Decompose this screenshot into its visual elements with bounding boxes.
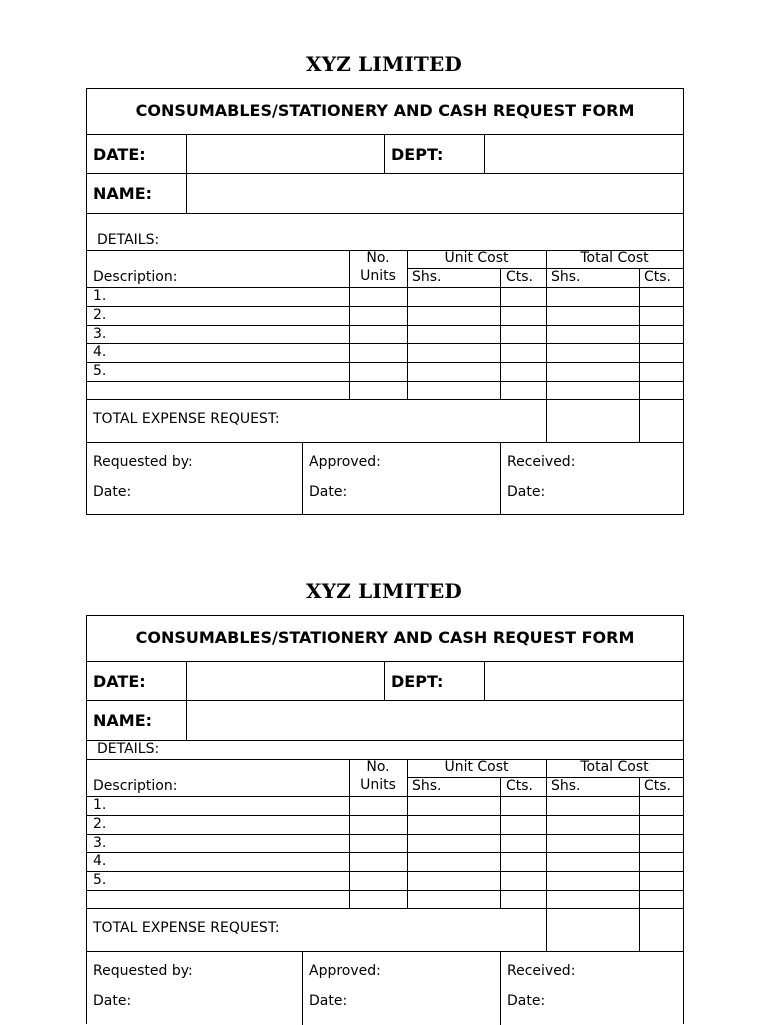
divider [87,740,683,741]
divider [349,250,350,399]
request-form [86,88,684,515]
divider [302,951,303,1025]
divider [407,759,408,908]
row-number: 3. [93,326,107,342]
total-cts-field[interactable] [640,909,683,951]
company-name: XYZ LIMITED [306,52,462,76]
col-description: Description: [93,778,178,794]
divider [87,442,683,443]
divider [500,442,501,515]
col-units: Units [360,268,396,284]
total-expense-label: TOTAL EXPENSE REQUEST: [93,920,280,936]
requested-date-label: Date: [93,484,132,500]
date-field[interactable] [187,135,384,173]
divider [87,325,683,326]
received-label: Received: [507,454,576,470]
divider [87,815,683,816]
divider [407,777,683,778]
divider [87,362,683,363]
divider [500,951,501,1025]
approved-label: Approved: [309,963,381,979]
divider [500,777,501,908]
divider [87,890,683,891]
divider [87,287,683,288]
requested-by-label: Requested by: [93,454,193,470]
approved-label: Approved: [309,454,381,470]
col-unit-cost: Unit Cost [444,759,509,775]
col-cts: Cts. [506,778,534,794]
col-no: No. [366,250,390,266]
name-field[interactable] [187,174,683,213]
row-number: 5. [93,872,107,888]
divider [87,834,683,835]
row-number: 3. [93,835,107,851]
divider [87,306,683,307]
divider [87,951,683,952]
date-label: DATE: [93,672,146,691]
col-shs: Shs. [412,269,442,285]
divider [384,134,385,173]
total-expense-label: TOTAL EXPENSE REQUEST: [93,411,280,427]
received-date-label: Date: [507,484,546,500]
name-label: NAME: [93,711,153,730]
requested-date-label: Date: [93,993,132,1009]
col-shs: Shs. [412,778,442,794]
col-cts: Cts. [644,269,672,285]
requested-by-label: Requested by: [93,963,193,979]
row-number: 2. [93,816,107,832]
divider [87,343,683,344]
row-number: 5. [93,363,107,379]
divider [87,381,683,382]
total-shs-field[interactable] [547,400,639,442]
divider [349,759,350,908]
received-date-label: Date: [507,993,546,1009]
row-number: 4. [93,853,107,869]
dept-field[interactable] [485,135,683,173]
col-total-cost: Total Cost [580,759,649,775]
dept-label: DEPT: [391,145,444,164]
form-title: CONSUMABLES/STATIONERY AND CASH REQUEST FORM [135,101,635,120]
divider [87,796,683,797]
divider [407,250,408,399]
col-cts: Cts. [644,778,672,794]
col-shs: Shs. [551,269,581,285]
company-name: XYZ LIMITED [306,579,462,603]
row-number: 1. [93,797,107,813]
col-shs: Shs. [551,778,581,794]
col-units: Units [360,777,396,793]
divider [407,268,683,269]
divider [87,871,683,872]
approved-date-label: Date: [309,484,348,500]
col-total-cost: Total Cost [580,250,649,266]
dept-label: DEPT: [391,672,444,691]
divider [384,661,385,700]
row-number: 4. [93,344,107,360]
divider [302,442,303,515]
approved-date-label: Date: [309,993,348,1009]
col-description: Description: [93,269,178,285]
col-unit-cost: Unit Cost [444,250,509,266]
date-label: DATE: [93,145,146,164]
dept-field[interactable] [485,662,683,700]
row-number: 2. [93,307,107,323]
details-label: DETAILS: [97,232,160,248]
form-title: CONSUMABLES/STATIONERY AND CASH REQUEST FORM [135,628,635,647]
request-form [86,615,684,1024]
col-cts: Cts. [506,269,534,285]
row-number: 1. [93,288,107,304]
total-cts-field[interactable] [640,400,683,442]
total-shs-field[interactable] [547,909,639,951]
divider [87,213,683,214]
name-label: NAME: [93,184,153,203]
date-field[interactable] [187,662,384,700]
divider [87,852,683,853]
received-label: Received: [507,963,576,979]
details-label: DETAILS: [97,741,160,757]
name-field[interactable] [187,701,683,740]
col-no: No. [366,759,390,775]
divider [500,268,501,399]
